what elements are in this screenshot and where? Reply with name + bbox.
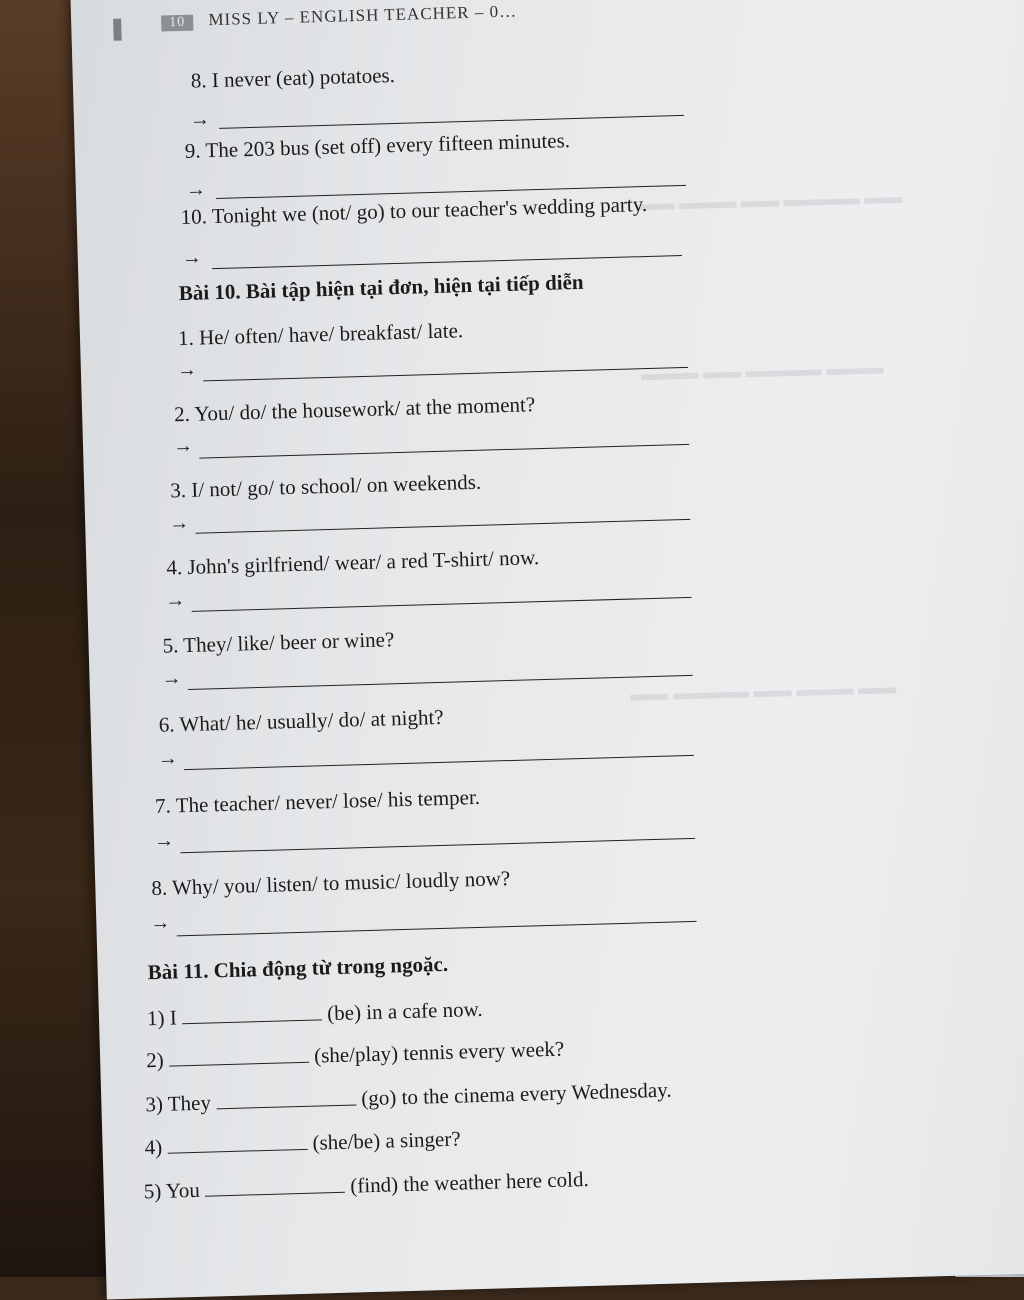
exercise-10-item-6: 6. What/ he/ usually/ do/ at night? — [158, 704, 444, 737]
exercise-10-item-7: 7. The teacher/ never/ lose/ his temper. — [154, 784, 481, 818]
arrow-icon: → — [150, 911, 171, 935]
exercise-10-item-4: 4. John's girlfriend/ wear/ a red T-shirt/ now. — [166, 545, 540, 580]
fill-blank[interactable] — [168, 1148, 308, 1154]
fill-blank[interactable] — [216, 1103, 356, 1109]
exercise-11-item-4: 4) (she/be) a singer? — [144, 1126, 461, 1160]
fill-blank[interactable] — [205, 1191, 345, 1197]
exercise-10-item-1: 1. He/ often/ have/ breakfast/ late. — [177, 318, 464, 351]
answer-line[interactable] — [199, 444, 689, 459]
page-number: 10 — [161, 15, 193, 32]
arrow-icon: → — [185, 178, 207, 201]
answer-line[interactable] — [180, 838, 695, 853]
arrow-icon: → — [189, 108, 211, 131]
fill-blank[interactable] — [182, 1018, 322, 1024]
header-title: MISS LY – ENGLISH TEACHER – 0… — [208, 1, 518, 30]
arrow-icon: → — [172, 434, 194, 458]
bleed-through: ▬▬▬ ▬▬ ▬▬▬▬ ▬▬▬ — [640, 357, 884, 386]
answer-line[interactable] — [195, 519, 690, 534]
answer-line[interactable] — [219, 115, 684, 129]
answer-line[interactable] — [177, 921, 697, 937]
previous-item-10: 10. Tonight we (not/ go) to our teacher's wedding party. — [180, 191, 648, 229]
arrow-icon: → — [181, 246, 203, 269]
answer-line[interactable] — [203, 367, 688, 382]
bleed-through: ▬▬ ▬▬▬ ▬▬ ▬▬▬▬ ▬▬ — [636, 186, 903, 216]
arrow-icon: → — [168, 511, 190, 535]
fill-blank[interactable] — [169, 1061, 309, 1067]
exercise-11-item-3: 3) They (go) to the cinema every Wednesday. — [145, 1077, 672, 1117]
header-tab-mark — [113, 19, 122, 41]
previous-item-9: 9. The 203 bus (set off) every fifteen minutes. — [184, 128, 571, 163]
exercise-11-item-5: 5) You (find) the weather here cold. — [143, 1166, 590, 1204]
exercise-11-item-2: 2) (she/play) tennis every week? — [145, 1036, 565, 1073]
arrow-icon: → — [153, 829, 175, 852]
answer-line[interactable] — [192, 597, 692, 612]
arrow-icon: → — [157, 747, 179, 770]
arrow-icon: → — [161, 667, 182, 690]
answer-line[interactable] — [212, 255, 682, 269]
bleed-through: ▬▬ ▬▬▬▬ ▬▬ ▬▬▬ ▬▬ — [629, 677, 897, 706]
arrow-icon: → — [165, 589, 186, 612]
answer-line[interactable] — [184, 755, 694, 770]
exercise-10-item-2: 2. You/ do/ the housework/ at the moment? — [173, 392, 536, 427]
exercise-10-item-5: 5. They/ like/ beer or wine? — [162, 627, 395, 658]
answer-line[interactable] — [188, 675, 693, 690]
exercise-10-item-8: 8. Why/ you/ listen/ to music/ loudly now? — [151, 866, 511, 901]
exercise-11-item-1: 1) I (be) in a cafe now. — [146, 996, 483, 1031]
worksheet-page — [70, 0, 1024, 1299]
previous-item-8: 8. I never (eat) potatoes. — [190, 62, 396, 93]
page-header — [161, 2, 517, 32]
arrow-icon: → — [176, 358, 198, 382]
exercise-11-title: Bài 11. Chia động từ trong ngoặc. — [147, 951, 449, 985]
exercise-10-item-3: 3. I/ not/ go/ to school/ on weekends. — [169, 469, 482, 503]
exercise-10-title: Bài 10. Bài tập hiện tại đơn, hiện tại tiếp diễn — [178, 269, 584, 306]
